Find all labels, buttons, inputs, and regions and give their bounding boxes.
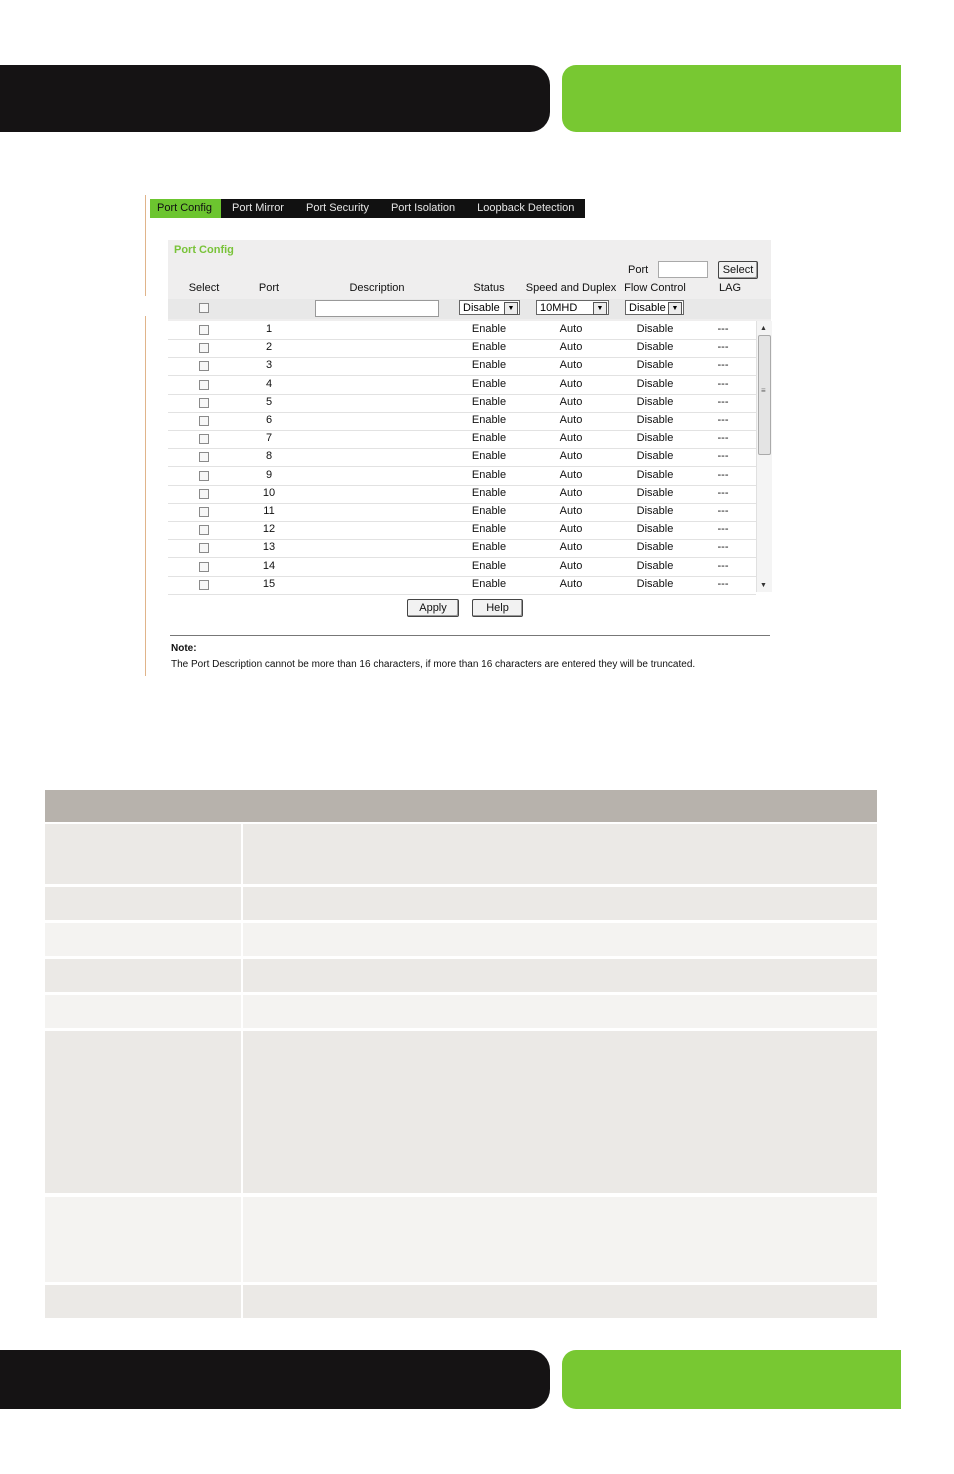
table-row: [168, 394, 756, 413]
status-dropdown-value: Disable: [463, 302, 500, 314]
chevron-down-icon: ▼: [504, 302, 518, 315]
select-all-checkbox[interactable]: [199, 303, 209, 313]
col-description: Description: [349, 282, 405, 294]
row-select-checkbox[interactable]: [199, 562, 209, 572]
panel-title: Port Config: [174, 244, 234, 256]
flow-control-cell: Disable: [636, 359, 674, 372]
flow-control-cell: Disable: [636, 523, 674, 536]
speed-cell: Auto: [559, 323, 583, 335]
flow-control-cell: Disable: [636, 577, 674, 590]
speed-cell: Auto: [559, 505, 583, 517]
row-select-checkbox[interactable]: [199, 361, 209, 371]
col-flow-control: Flow Control: [624, 282, 686, 294]
table-row: [168, 339, 756, 358]
status-cell: Enable: [471, 468, 507, 481]
lag-cell: ---: [717, 468, 729, 481]
speed-cell: Auto: [559, 432, 583, 445]
lag-cell: ---: [717, 486, 729, 499]
table-row: [168, 558, 756, 577]
row-select-checkbox[interactable]: [199, 325, 209, 335]
flow-control-cell: Disable: [636, 468, 674, 481]
table-cell: [243, 887, 877, 920]
table-row: [168, 467, 756, 486]
help-button[interactable]: Help: [472, 599, 523, 617]
row-select-checkbox[interactable]: [199, 471, 209, 481]
row-select-checkbox[interactable]: [199, 398, 209, 408]
table-row: [45, 887, 877, 920]
lag-cell: ---: [717, 395, 729, 408]
lag-cell: ---: [717, 323, 729, 335]
table-row: [45, 959, 877, 992]
speed-dropdown-value: 10MHD: [540, 302, 578, 314]
select-button[interactable]: Select: [718, 261, 758, 279]
port-config-panel: [168, 240, 771, 592]
flow-control-cell: Disable: [636, 541, 674, 554]
table-row: [45, 1197, 877, 1282]
flow-control-cell: Disable: [636, 559, 674, 572]
row-select-checkbox[interactable]: [199, 507, 209, 517]
speed-cell: Auto: [559, 414, 583, 426]
col-select: Select: [188, 282, 220, 294]
speed-cell: Auto: [559, 559, 583, 572]
status-cell: Enable: [471, 359, 507, 372]
speed-cell: Auto: [559, 377, 583, 390]
row-select-checkbox[interactable]: [199, 580, 209, 590]
tab-port-isolation[interactable]: Port Isolation: [390, 202, 456, 214]
speed-cell: Auto: [559, 523, 583, 536]
table-row: [168, 448, 756, 467]
grip-icon: ≡: [761, 386, 766, 395]
flow-control-cell: Disable: [636, 395, 674, 408]
scroll-thumb[interactable]: [758, 335, 771, 455]
col-speed-duplex: Speed and Duplex: [525, 282, 617, 294]
lag-cell: ---: [717, 359, 729, 372]
scroll-up-icon[interactable]: ▲: [760, 325, 767, 332]
table-row: [45, 995, 877, 1028]
port-cell: 5: [265, 395, 273, 408]
row-select-checkbox[interactable]: [199, 452, 209, 462]
status-dropdown[interactable]: [459, 300, 520, 315]
port-cell: 4: [265, 377, 273, 390]
lag-cell: ---: [717, 414, 729, 426]
table-cell: [243, 824, 877, 884]
lag-cell: ---: [717, 341, 729, 354]
port-cell: 9: [265, 468, 273, 481]
table-cell: [243, 923, 877, 956]
port-cell: 11: [263, 505, 275, 517]
status-cell: Enable: [471, 450, 507, 463]
filter-row: [168, 299, 771, 319]
table-cell: [243, 1197, 877, 1282]
speed-cell: Auto: [559, 341, 583, 354]
flow-dropdown-value: Disable: [629, 302, 666, 314]
speed-duplex-dropdown[interactable]: [536, 300, 609, 315]
table-cell: [243, 1031, 877, 1193]
lag-cell: ---: [717, 523, 729, 536]
row-select-checkbox[interactable]: [199, 543, 209, 553]
table-row: [168, 576, 756, 595]
port-label: Port: [628, 264, 649, 276]
speed-cell: Auto: [559, 395, 583, 408]
footer-accent: [562, 1350, 901, 1409]
port-cell: 14: [262, 559, 276, 572]
speed-cell: Auto: [559, 450, 583, 463]
note-title: Note:: [171, 643, 197, 654]
status-cell: Enable: [471, 486, 507, 499]
flow-control-cell: Disable: [636, 414, 674, 426]
row-select-checkbox[interactable]: [199, 380, 209, 390]
table-cell: [243, 959, 877, 992]
table-row: [168, 485, 756, 504]
table-cell: [45, 959, 241, 992]
flow-control-cell: Disable: [636, 450, 674, 463]
status-cell: Enable: [471, 432, 507, 445]
flow-control-cell: Disable: [636, 486, 674, 499]
status-cell: Enable: [471, 377, 507, 390]
lag-cell: ---: [717, 559, 729, 572]
port-cell: 6: [265, 414, 273, 426]
port-cell: 13: [262, 541, 276, 554]
port-cell: 3: [265, 359, 273, 372]
chevron-down-icon: ▼: [668, 302, 682, 315]
description-filter-input[interactable]: [315, 300, 439, 317]
table-scrollbar[interactable]: [756, 321, 772, 592]
table-row: [168, 521, 756, 540]
table-header: [168, 282, 771, 298]
header-accent: [562, 65, 901, 132]
speed-cell: Auto: [559, 468, 583, 481]
table-cell: [45, 824, 241, 884]
tab-port-security[interactable]: Port Security: [305, 202, 369, 214]
scroll-down-icon[interactable]: ▼: [760, 582, 767, 589]
table-cell: [45, 1285, 241, 1318]
status-cell: Enable: [471, 341, 507, 354]
flow-control-cell: Disable: [636, 432, 674, 445]
table-row: [168, 321, 756, 340]
lag-cell: ---: [717, 377, 729, 390]
speed-cell: Auto: [559, 359, 583, 372]
row-select-checkbox[interactable]: [199, 525, 209, 535]
table-row: [168, 376, 756, 395]
port-cell: 10: [262, 486, 276, 499]
speed-cell: Auto: [559, 541, 583, 554]
chevron-down-icon: ▼: [593, 302, 607, 315]
lag-cell: ---: [717, 577, 729, 590]
table-cell: [243, 1285, 877, 1318]
port-table-body: [168, 321, 756, 592]
col-port: Port: [258, 282, 280, 294]
col-lag: LAG: [718, 282, 742, 294]
lag-cell: ---: [717, 541, 729, 554]
flow-control-cell: Disable: [636, 505, 674, 517]
table-row: [168, 357, 756, 376]
note-text: The Port Description cannot be more than 16 characters, if more than 16 characters are entered they will be truncated.: [171, 659, 696, 670]
description-table-header: [45, 790, 877, 822]
table-row: [45, 923, 877, 956]
col-status: Status: [473, 282, 505, 294]
table-row: [168, 503, 756, 522]
tab-bar: [150, 199, 585, 218]
table-row: [45, 1031, 877, 1193]
screenshot-border: [145, 316, 146, 676]
status-cell: Enable: [471, 559, 507, 572]
port-cell: 12: [262, 523, 276, 536]
flow-control-dropdown[interactable]: [625, 300, 684, 315]
screenshot-border: [145, 195, 146, 296]
tab-loopback-detection[interactable]: Loopback Detection: [477, 202, 575, 214]
port-cell: 8: [265, 450, 273, 463]
footer-bar: [0, 1350, 550, 1409]
flow-control-cell: Disable: [636, 323, 674, 335]
speed-cell: Auto: [559, 577, 583, 590]
table-cell: [45, 995, 241, 1028]
table-row: [45, 1285, 877, 1318]
row-select-checkbox[interactable]: [199, 434, 209, 444]
flow-control-cell: Disable: [636, 377, 674, 390]
table-cell: [45, 887, 241, 920]
table-row: [168, 412, 756, 431]
table-cell: [45, 1197, 241, 1282]
status-cell: Enable: [471, 395, 507, 408]
table-cell: [45, 1031, 241, 1193]
lag-cell: ---: [717, 450, 729, 463]
lag-cell: ---: [717, 505, 729, 517]
port-cell: 2: [265, 341, 273, 354]
status-cell: Enable: [471, 577, 507, 590]
table-row: [168, 539, 756, 558]
status-cell: Enable: [471, 523, 507, 536]
speed-cell: Auto: [559, 486, 583, 499]
status-cell: Enable: [471, 541, 507, 554]
apply-button[interactable]: Apply: [407, 599, 459, 617]
row-select-checkbox[interactable]: [199, 489, 209, 499]
row-select-checkbox[interactable]: [199, 343, 209, 353]
lag-cell: ---: [717, 432, 729, 445]
status-cell: Enable: [471, 505, 507, 517]
row-select-checkbox[interactable]: [199, 416, 209, 426]
tab-port-mirror[interactable]: Port Mirror: [232, 202, 284, 214]
table-row: [45, 824, 877, 884]
table-row: [168, 430, 756, 449]
tab-port-config[interactable]: Port Config: [150, 199, 221, 218]
port-input[interactable]: [658, 261, 708, 278]
status-cell: Enable: [471, 414, 507, 426]
flow-control-cell: Disable: [636, 341, 674, 354]
port-cell: 15: [262, 577, 276, 590]
port-cell: 1: [265, 323, 273, 335]
table-cell: [243, 995, 877, 1028]
status-cell: Enable: [471, 323, 507, 335]
divider: [170, 635, 770, 636]
port-cell: 7: [265, 432, 273, 445]
table-cell: [45, 923, 241, 956]
header-bar: [0, 65, 550, 132]
